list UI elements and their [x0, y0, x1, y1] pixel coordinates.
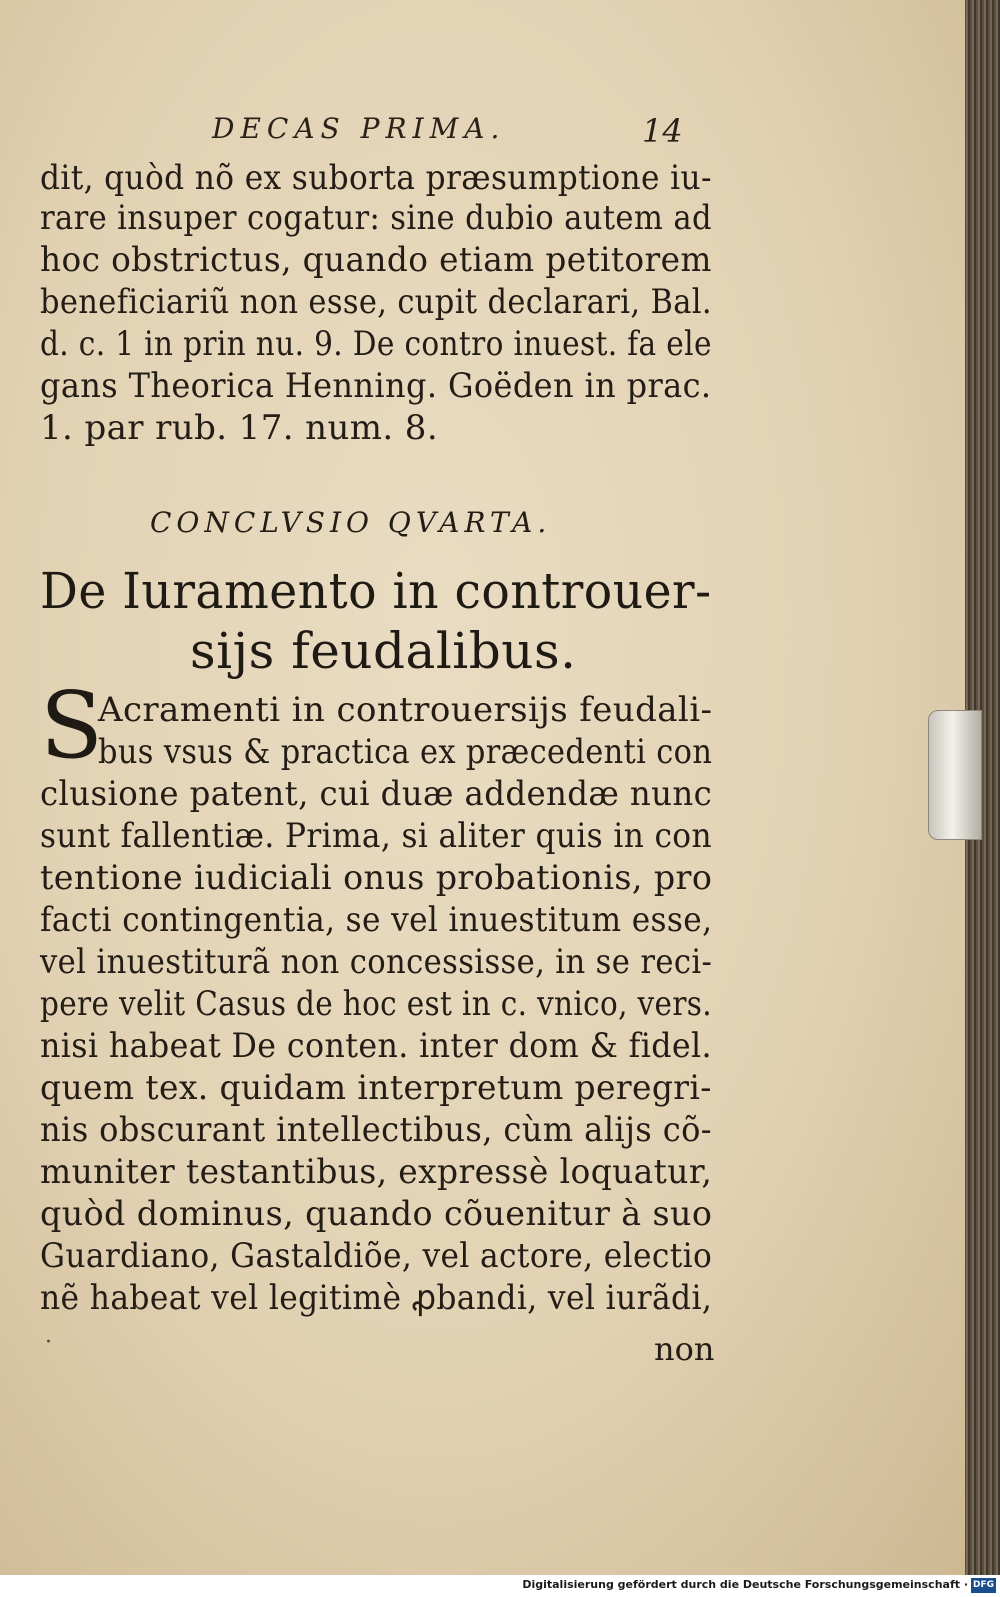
drop-cap: S: [40, 672, 104, 779]
catchword: non: [654, 1330, 715, 1368]
text-line: clusione patent, cui duæ addendæ nunc: [40, 774, 713, 814]
text-line: d. c. 1 in prin nu. 9. De contro inuest. fa ele: [40, 324, 712, 364]
text-line: vel inuestiturã non concessisse, in se reci-: [40, 942, 713, 982]
text-line: Acramenti in controuersijs feudali-: [98, 690, 713, 730]
dfg-logo: DFG: [971, 1578, 996, 1593]
text-line: Guardiano, Gastaldiõe, vel actore, electio: [40, 1236, 713, 1276]
text-line: nis obscurant intellectibus, cùm alijs cõ-: [40, 1110, 713, 1150]
text-line: tentione iudiciali onus probationis, pro: [40, 858, 713, 898]
section-title-line: De Iuramento in controuer-: [40, 562, 712, 620]
text-line: hoc obstrictus, quando etiam petitorem: [40, 240, 712, 280]
stray-marks: ·: [45, 1330, 52, 1355]
text-line: rare insuper cogatur: sine dubio autem ad: [40, 198, 712, 238]
text-line: pere velit Casus de hoc est in c. vnico, vers.: [40, 984, 712, 1024]
text-line: quem tex. quidam interpretum peregri-: [40, 1068, 712, 1108]
text-line: sunt fallentiæ. Prima, si aliter quis in con: [40, 816, 712, 856]
text-line: dit, quòd nõ ex suborta præsumptione iu-: [40, 158, 712, 198]
text-line: 1. par rub. 17. num. 8.: [40, 408, 439, 448]
digitization-footer: [0, 1575, 1000, 1597]
text-line: quòd dominus, quando cõuenitur à suo: [40, 1194, 713, 1234]
running-header: [200, 112, 720, 150]
text-line: facti contingentia, se vel inuestitum esse,: [40, 900, 713, 940]
text-line: nẽ habeat vel legitimè ꝓbandi, vel iurãdi,: [40, 1278, 713, 1318]
text-line: gans Theorica Henning. Goëden in prac.: [40, 366, 712, 406]
running-title: DECAS PRIMA.: [212, 112, 506, 145]
section-title-line: sijs feudalibus.: [190, 622, 577, 680]
conclusio-heading: CONCLVSIO QVARTA.: [150, 506, 552, 539]
text-line: nisi habeat De conten. inter dom & fidel.: [40, 1026, 712, 1066]
footer-credit: Digitalisierung gefördert durch die Deutsche Forschungsgemeinschaft ·: [522, 1578, 968, 1591]
page-number: 14: [642, 112, 683, 150]
text-line: beneficiariũ non esse, cupit declarari, Bal.: [40, 282, 712, 322]
text-line: bus vsus & practica ex præcedenti con: [98, 732, 713, 772]
page-clip: [928, 710, 982, 840]
text-line: muniter testantibus, expressè loquatur,: [40, 1152, 713, 1192]
